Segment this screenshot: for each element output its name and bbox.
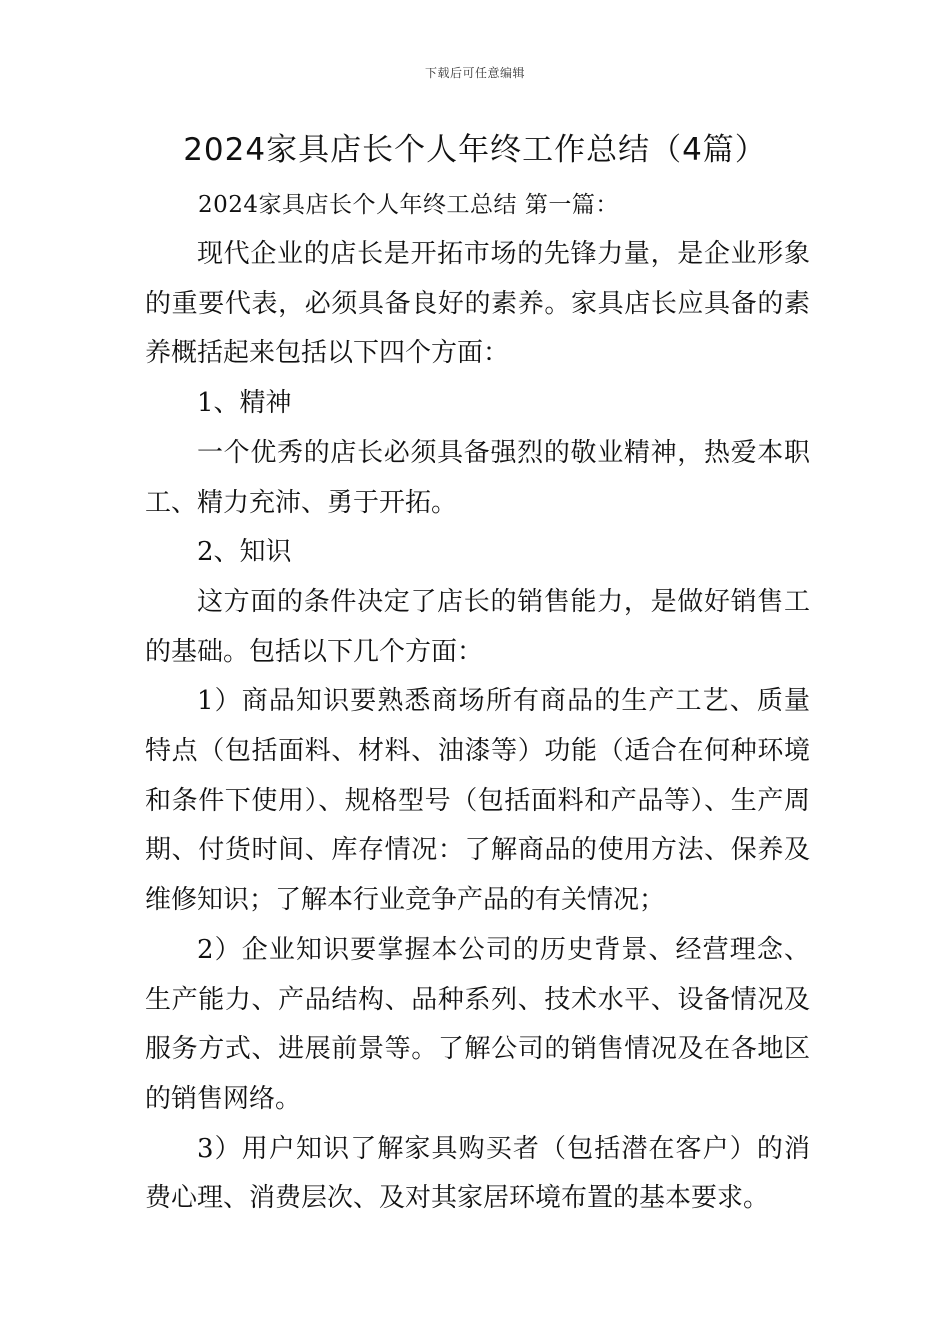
document-title: 2024家具店长个人年终工作总结（4篇） [183,132,767,168]
paragraph-intro: 现代企业的店长是开拓市场的先锋力量，是企业形象的重要代表，必须具备良好的素养。家具店长应具备的素养概括起来包括以下四个方面： [145,239,810,369]
paragraph-product-knowledge: 1）商品知识要熟悉商场所有商品的生产工艺、质量特点（包括面料、材料、油漆等）功能（适合在何种环境和条件下使用）、规格型号（包括面料和产品等）、生产周期、付货时间、库存情况：了解商品的使用方法、保养及维修知识；了解本行业竞争产品的有关情况； [145,686,810,916]
paragraph-company-knowledge: 2）企业知识要掌握本公司的历史背景、经营理念、生产能力、产品结构、品种系列、技术水平、设备情况及服务方式、进展前景等。了解公司的销售情况及在各地区的销售网络。 [145,934,810,1114]
paragraph-spirit: 一个优秀的店长必须具备强烈的敬业精神，热爱本职工、精力充沛、勇于开拓。 [145,437,810,518]
paragraph-customer-knowledge: 3）用户知识了解家具购买者（包括潜在客户）的消费心理、消费层次、及对其家居环境布置的基本要求。 [145,1133,810,1214]
paragraph-knowledge-intro: 这方面的条件决定了店长的销售能力，是做好销售工的基础。包括以下几个方面： [145,586,810,667]
heading-knowledge: 2、知识 [197,537,292,568]
body-text [145,230,810,1224]
header-note: 下载后可任意编辑 [424,66,525,80]
heading-spirit: 1、精神 [197,388,292,419]
section-subtitle: 2024家具店长个人年终工总结 第一篇： [198,192,619,218]
